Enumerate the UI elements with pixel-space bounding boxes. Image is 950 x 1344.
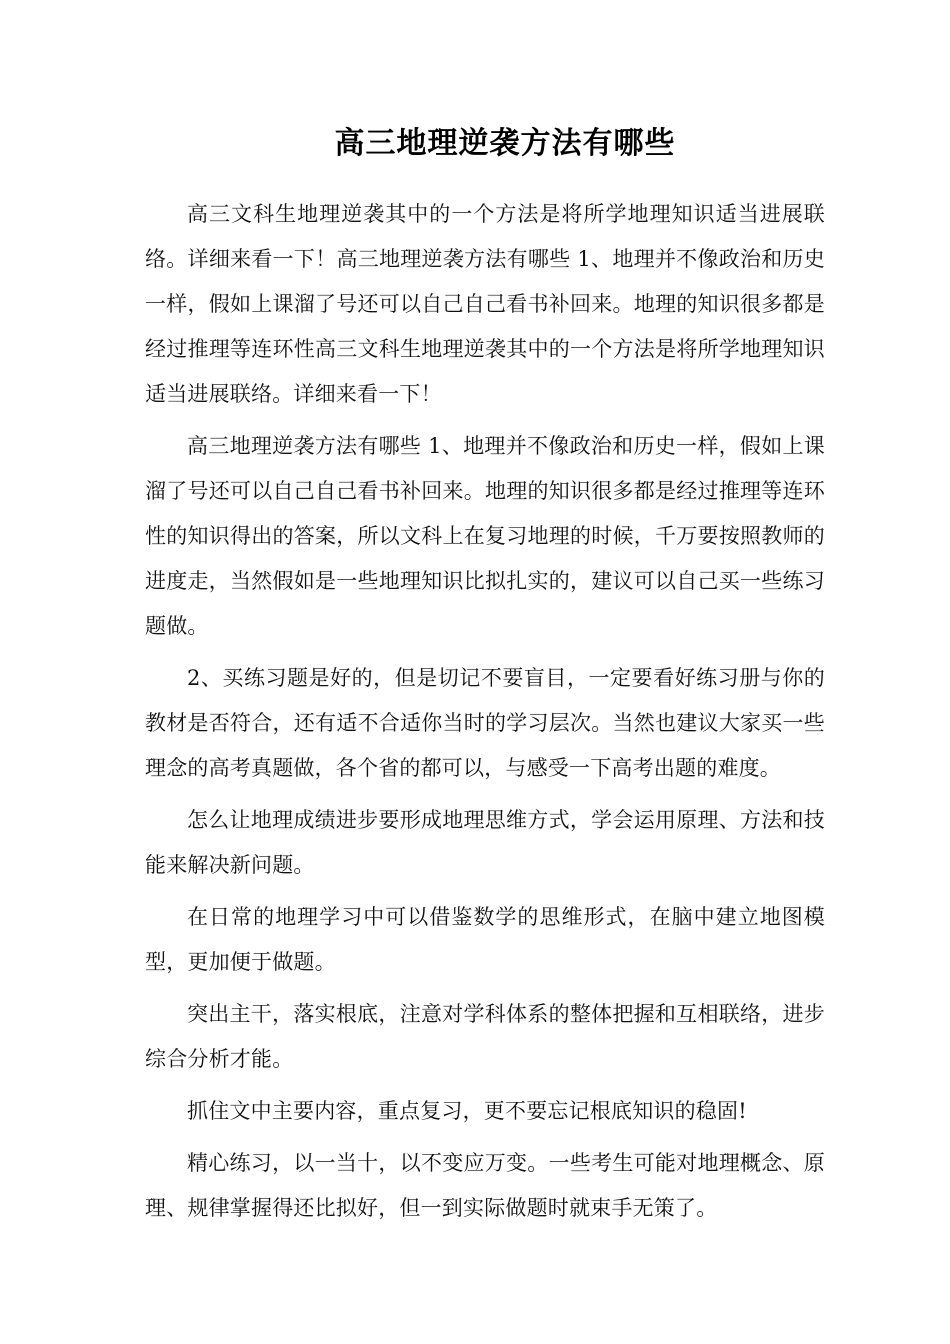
- document-page: [145, 118, 825, 1238]
- paragraph-3: 2、买练习题是好的，但是切记不要盲目，一定要看好练习册与你的教材是否符合，还有适不合适你当时的学习层次。当然也建议大家买一些理念的高考真题做，各个省的都可以，与感受一下高考出题的难度。: [145, 666, 825, 780]
- paragraph-5: 在日常的地理学习中可以借鉴数学的思维形式，在脑中建立地图模型，更加便于做题。: [145, 905, 825, 974]
- paragraph-1: 高三文科生地理逆袭其中的一个方法是将所学地理知识适当进展联络。详细来看一下！高三地理逆袭方法有哪些 1、地理并不像政治和历史一样，假如上课溜了号还可以自己自己看书补回来。地理的知识很多都是经过推理等连环性高三文科生地理逆袭其中的一个方法是将所学地理知识适当进展联络。详细来看一下！: [145, 202, 825, 406]
- paragraph-8: 精心练习，以一当十，以不变应万变。一些考生可能对地理概念、原理、规律掌握得还比拟好，但一到实际做题时就束手无策了。: [145, 1151, 825, 1220]
- paragraph-6: 突出主干，落实根底，注意对学科体系的整体把握和互相联络，进步综合分析才能。: [145, 1002, 825, 1071]
- paragraph-4: 怎么让地理成绩进步要形成地理思维方式，学会运用原理、方法和技能来解决新问题。: [145, 808, 825, 877]
- paragraph-7: 抓住文中主要内容，重点复习，更不要忘记根底知识的稳固!: [187, 1099, 747, 1123]
- paragraph-2: 高三地理逆袭方法有哪些 1、地理并不像政治和历史一样，假如上课溜了号还可以自己自己看书补回来。地理的知识很多都是经过推理等连环性的知识得出的答案，所以文科上在复习地理的时候，千万要按照教师的进度走，当然假如是一些地理知识比拟扎实的，建议可以自己买一些练习题做。: [145, 434, 825, 638]
- document-title: 高三地理逆袭方法有哪些: [334, 126, 676, 161]
